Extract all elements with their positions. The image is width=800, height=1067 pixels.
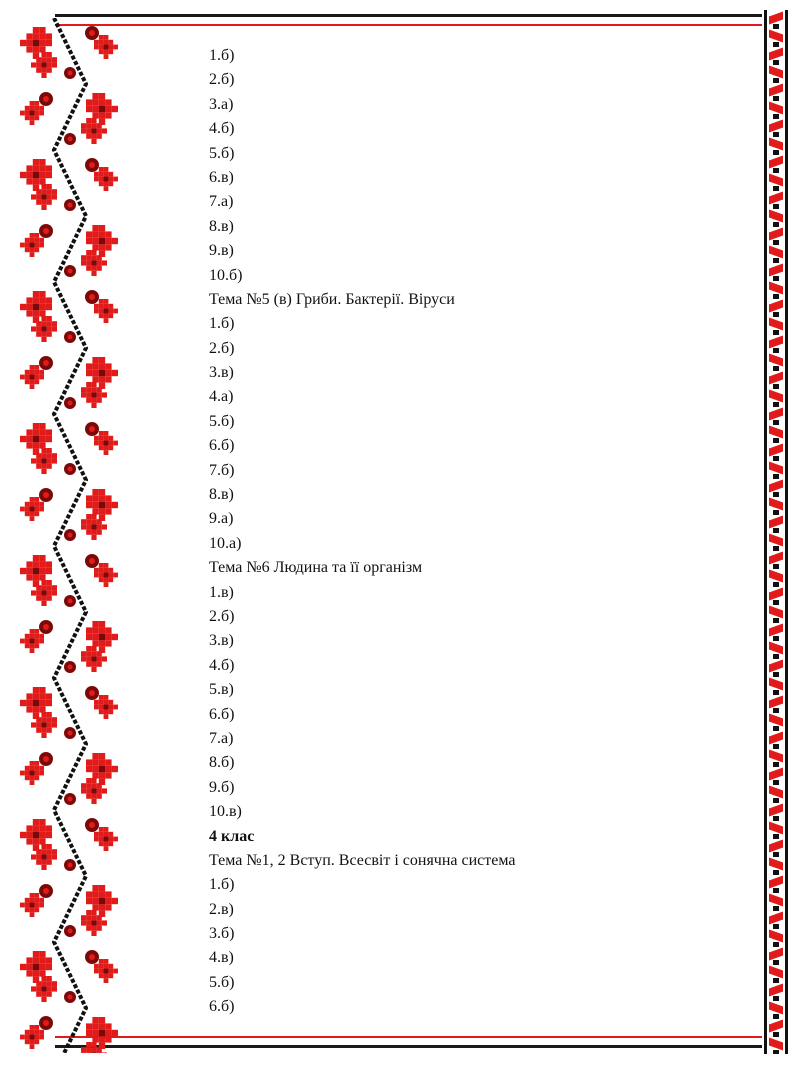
answer-line: 2.б) xyxy=(209,607,235,625)
answer-line: 7.б) xyxy=(209,461,235,479)
answer-line: 10.б) xyxy=(209,266,243,284)
answer-line: 3.в) xyxy=(209,632,234,650)
answer-line: 6.б) xyxy=(209,437,235,455)
answer-line: 4.в) xyxy=(209,949,234,967)
answer-line: 9.б) xyxy=(209,778,235,796)
answer-line: 1.б) xyxy=(209,47,235,64)
answer-line: 10.в) xyxy=(209,803,242,821)
answer-line: 2.б) xyxy=(209,71,235,89)
frame-bottom-red-line xyxy=(55,1036,767,1038)
answer-line: 3.б) xyxy=(209,925,235,943)
answer-line: 8.б) xyxy=(209,754,235,772)
answer-line: 1.в) xyxy=(209,583,234,601)
answer-line: 7.а) xyxy=(209,193,234,211)
answer-line: 1.б) xyxy=(209,315,235,333)
answer-line: 9.в) xyxy=(209,242,234,260)
topic-heading: Тема №6 Людина та її організм xyxy=(209,559,423,577)
answer-line: 6.б) xyxy=(209,998,235,1016)
frame-bottom-black-line xyxy=(55,1045,767,1048)
answer-line: 3.в) xyxy=(209,364,234,382)
topic-heading: Тема №1, 2 Вступ. Всесвіт і сонячна система xyxy=(209,851,516,869)
embroidery-flower-vine-icon xyxy=(14,18,126,1053)
topic-heading: Тема №5 (в) Гриби. Бактерії. Віруси xyxy=(209,290,455,308)
answer-line: 4.б) xyxy=(209,120,235,138)
frame-top-red-line xyxy=(55,24,767,26)
answer-line: 8.в) xyxy=(209,486,234,504)
answer-line: 5.б) xyxy=(209,412,235,430)
answer-line: 2.в) xyxy=(209,900,234,918)
answer-line: 8.в) xyxy=(209,217,234,235)
answer-line: 10.а) xyxy=(209,534,242,552)
embroidery-strip-icon xyxy=(762,10,790,1054)
answer-line: 5.б) xyxy=(209,144,235,162)
answer-line: 3.а) xyxy=(209,95,234,113)
answer-line: 5.в) xyxy=(209,681,234,699)
answer-line: 7.а) xyxy=(209,729,234,747)
frame-top-black-line xyxy=(55,14,767,17)
answer-line: 9.а) xyxy=(209,510,234,528)
answer-line: 6.б) xyxy=(209,705,235,723)
answer-line: 6.в) xyxy=(209,168,234,186)
answer-line: 4.а) xyxy=(209,388,234,406)
answer-line: 1.б) xyxy=(209,876,235,894)
answer-line: 5.б) xyxy=(209,973,235,991)
section-heading: 4 клас xyxy=(209,827,255,845)
answer-line: 4.б) xyxy=(209,656,235,674)
answer-line: 2.б) xyxy=(209,339,235,357)
answer-list xyxy=(209,44,749,1020)
